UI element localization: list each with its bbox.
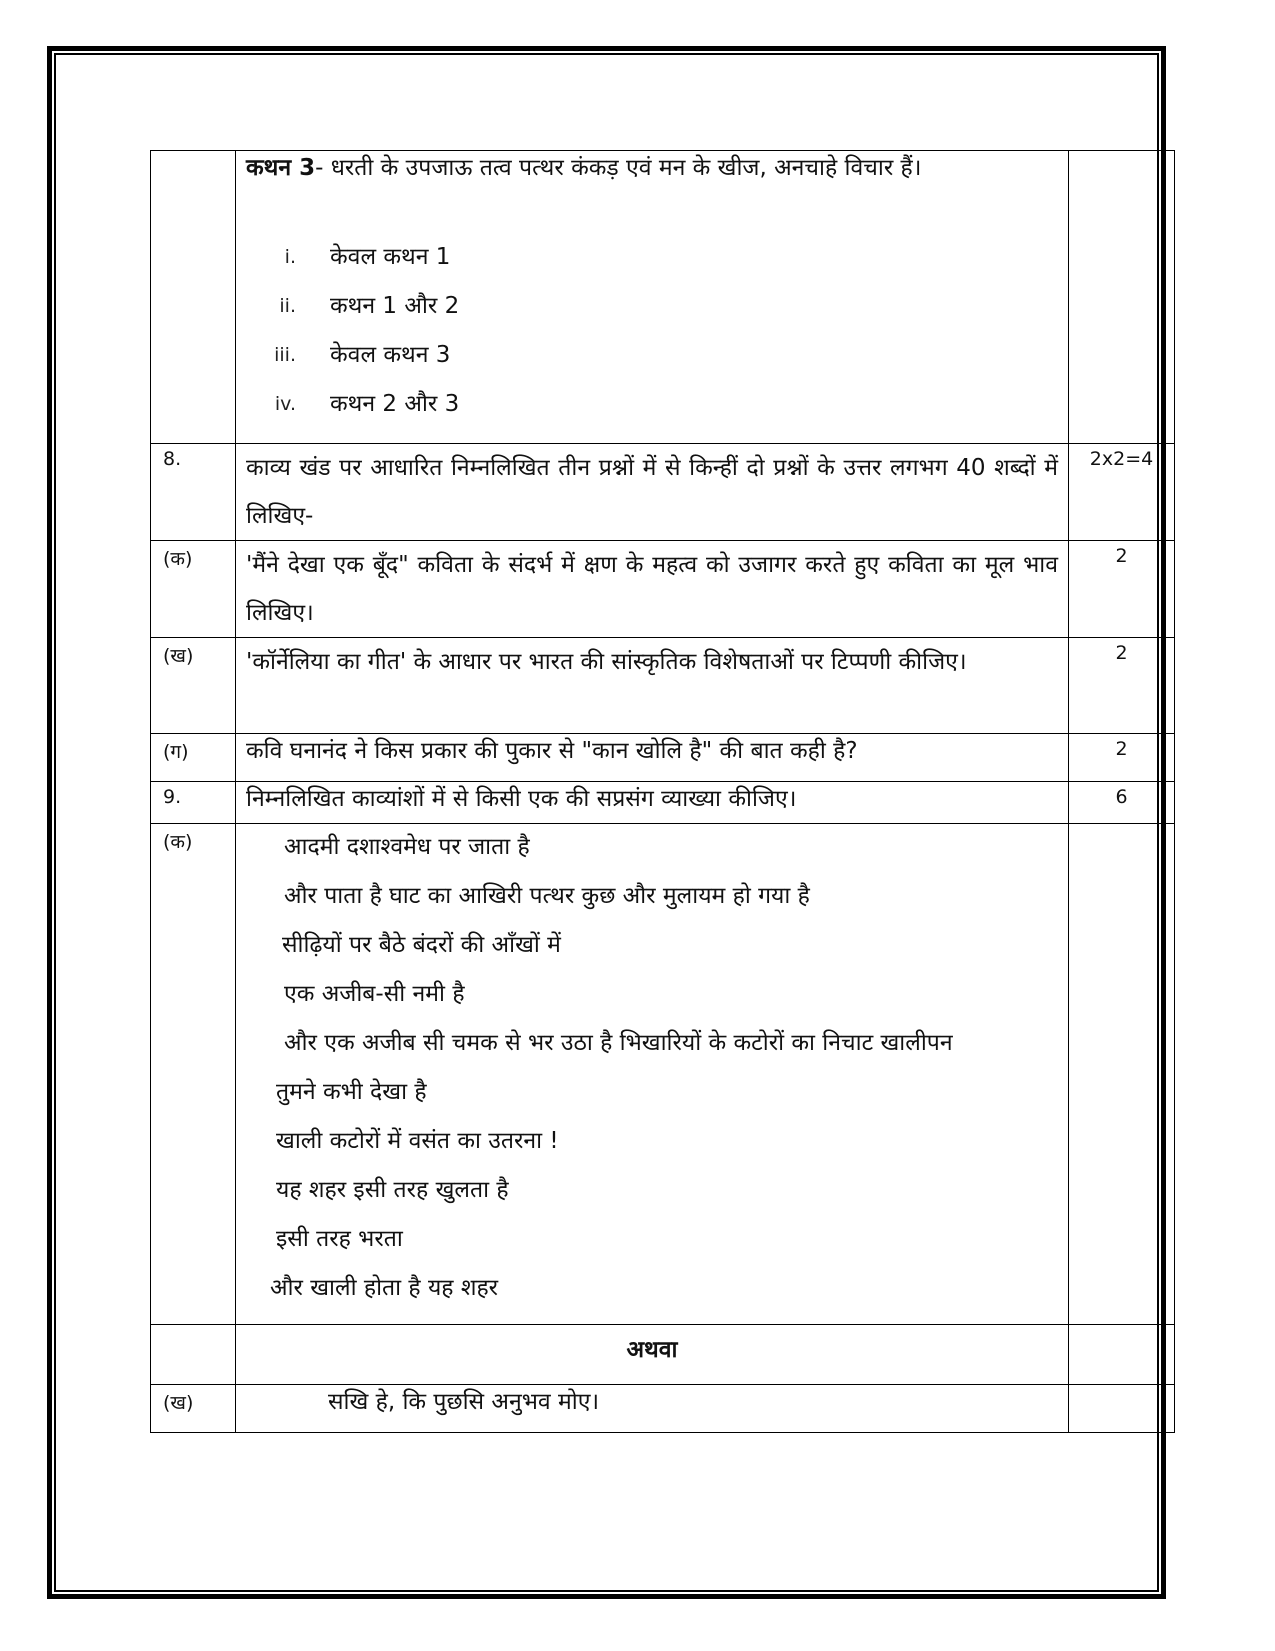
statement-3-label: कथन 3 [246,155,316,181]
sub-question-marks: 2 [1069,734,1175,782]
list-item [246,331,1058,380]
table-row [151,1385,1175,1433]
sub-question-label: (क) [151,541,236,638]
option-text: केवल कथन 3 [330,342,451,368]
option-text: कथन 2 और 3 [330,391,460,417]
table-row [151,734,1175,782]
sub-question-marks: 2 [1069,541,1175,638]
list-item [246,233,1058,282]
poem-b-line: सखि हे, कि पुछसि अनुभव मोए। [236,1385,1069,1433]
poem-line: और पाता है घाट का आखिरी पत्थर कुछ और मुलायम हो गया है [284,883,810,909]
sub-question-text: 'कॉर्नेलिया का गीत' के आधार पर भारत की सांस्कृतिक विशेषताओं पर टिप्पणी कीजिए। [236,638,1069,734]
sub-question-label: (ग) [151,734,236,782]
poem-line: यह शहर इसी तरह खुलता है [276,1177,509,1203]
question-table [150,150,1175,1433]
table-row [151,541,1175,638]
question-text: निम्नलिखित काव्यांशों में से किसी एक की सप्रसंग व्याख्या कीजिए। [236,782,1069,824]
poem-line: आदमी दशाश्वमेध पर जाता है [284,834,530,860]
poem-line: तुमने कभी देखा है [276,1079,427,1105]
table-row [151,824,1175,1325]
marks-cell [1069,824,1175,1325]
list-item [246,282,1058,331]
sub-question-text: 'मैंने देखा एक बूँद" कविता के संदर्भ में क्षण के महत्व को उजागर करते हुए कविता का मूल भाव लिखिए। [236,541,1069,638]
options-list [246,233,1058,429]
marks-cell [1069,151,1175,444]
option-roman: i. [284,246,296,268]
statement-options-cell [236,151,1069,444]
statement-3-text: - धरती के उपजाऊ तत्व पत्थर कंकड़ एवं मन के खीज, अनचाहे विचार हैं। [315,155,922,181]
poem-line: और एक अजीब सी चमक से भर उठा है भिखारियों के कटोरों का निचाट खालीपन [284,1030,953,1056]
table-row [151,444,1175,541]
sub-question-text: कवि घनानंद ने किस प्रकार की पुकार से "कान खोलि है" की बात कही है? [236,734,1069,782]
marks-cell [1069,1385,1175,1433]
sub-question-label: (ख) [151,638,236,734]
poem-line: और खाली होता है यह शहर [270,1275,499,1301]
question-number: 9. [151,782,236,824]
table-row [151,782,1175,824]
poem-line: इसी तरह भरता [276,1226,403,1252]
list-item [246,380,1058,429]
poem-line: सीढ़ियों पर बैठे बंदरों की आँखों में [282,932,561,958]
question-number: 8. [151,444,236,541]
poem-a-label: (क) [151,824,236,1325]
marks-cell [1069,1325,1175,1385]
option-roman: iii. [274,344,296,366]
table-row [151,1325,1175,1385]
option-text: केवल कथन 1 [330,244,451,270]
poem-line: खाली कटोरों में वसंत का उतरना ! [276,1128,559,1154]
sub-question-marks: 2 [1069,638,1175,734]
question-number-cell [151,151,236,444]
option-roman: iv. [274,393,296,415]
option-text: कथन 1 और 2 [330,293,460,319]
question-marks: 6 [1069,782,1175,824]
poem-b-label: (ख) [151,1385,236,1433]
question-marks: 2x2=4 [1069,444,1175,541]
table-row [151,151,1175,444]
empty-cell [151,1325,236,1385]
poem-line: एक अजीब-सी नमी है [284,981,465,1007]
question-text: काव्य खंड पर आधारित निम्नलिखित तीन प्रश्नों में से किन्हीं दो प्रश्नों के उत्तर लगभग 40 शब्दों में लिखिए- [236,444,1069,541]
table-row [151,638,1175,734]
option-roman: ii. [279,295,296,317]
statement-3 [246,151,1058,185]
or-label: अथवा [236,1325,1069,1385]
poem-a-cell [236,824,1069,1325]
